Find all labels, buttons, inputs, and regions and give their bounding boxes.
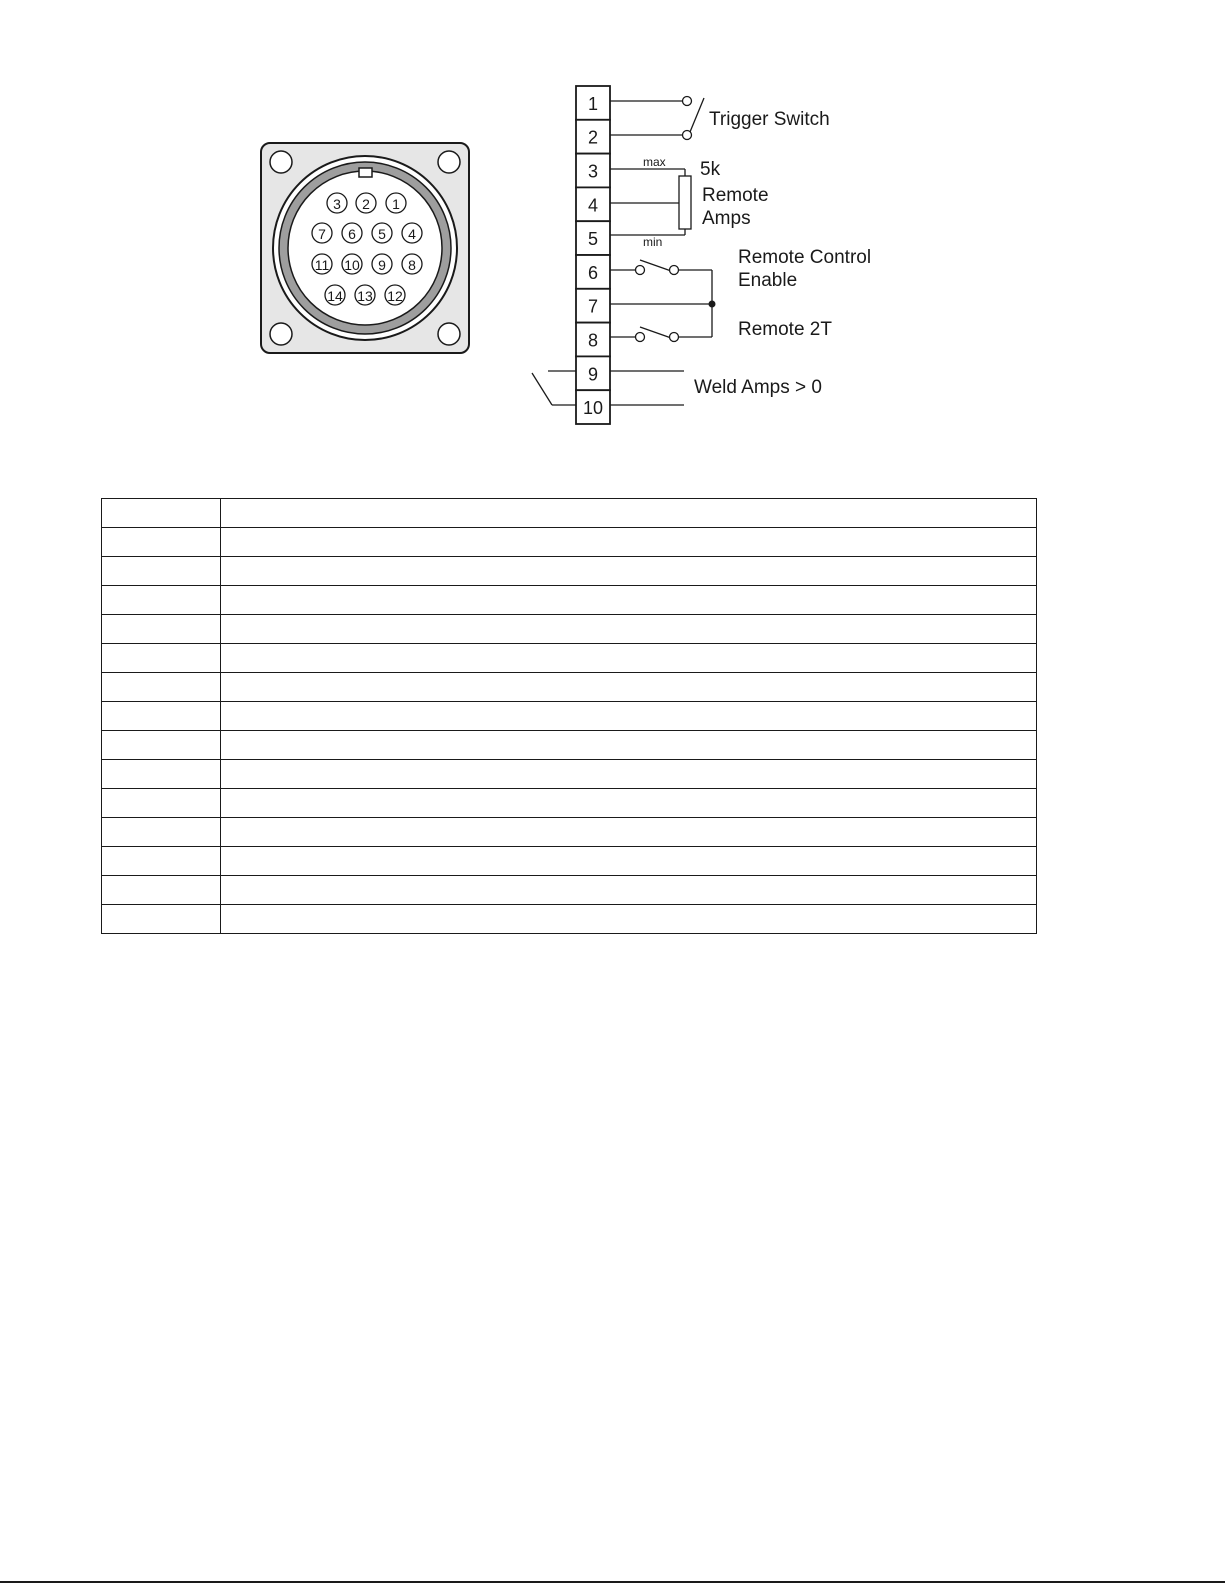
terminal-number: 8 xyxy=(587,330,599,351)
pin-number-cell xyxy=(102,731,221,760)
pin-function-cell xyxy=(221,499,1037,528)
switch-contact xyxy=(670,333,679,342)
pin-function-cell xyxy=(221,702,1037,731)
table-row xyxy=(102,586,1037,615)
connector-pin-label: 3 xyxy=(333,196,341,212)
remote-amps-label-line2: Amps xyxy=(702,208,751,229)
terminal-number: 7 xyxy=(587,296,599,317)
switch-contact xyxy=(670,266,679,275)
terminal-number: 4 xyxy=(587,195,599,216)
pin-function-cell xyxy=(221,818,1037,847)
table-row xyxy=(102,673,1037,702)
switch-contact xyxy=(683,97,692,106)
pin-function-cell xyxy=(221,876,1037,905)
pin-function-cell xyxy=(221,760,1037,789)
pin-number-cell xyxy=(102,760,221,789)
connector-pin-label: 1 xyxy=(392,196,400,212)
pin-number-cell xyxy=(102,528,221,557)
pin-number-cell xyxy=(102,905,221,934)
table-row xyxy=(102,789,1037,818)
pin-number-cell xyxy=(102,702,221,731)
remote-control-label-line2: Enable xyxy=(738,270,798,291)
trigger-switch-label: Trigger Switch xyxy=(709,109,830,130)
table-row xyxy=(102,557,1037,586)
terminal-number: 6 xyxy=(587,262,599,283)
table-row xyxy=(102,702,1037,731)
terminal-strip xyxy=(576,86,610,424)
switch-contact xyxy=(636,333,645,342)
connector-pin-label: 8 xyxy=(408,257,416,273)
terminal-number: 10 xyxy=(582,398,604,419)
pin-function-cell xyxy=(221,528,1037,557)
remote-amps-label-line1: Remote xyxy=(702,185,769,206)
pin-function-cell xyxy=(221,789,1037,818)
potentiometer xyxy=(679,176,691,229)
connector-pin-label: 4 xyxy=(408,226,416,242)
pin-number-cell xyxy=(102,789,221,818)
table-row xyxy=(102,905,1037,934)
table-row xyxy=(102,644,1037,673)
pin-number-cell xyxy=(102,557,221,586)
connector-pin-label: 2 xyxy=(362,196,370,212)
connector-pin-label: 10 xyxy=(344,257,360,273)
connector-pin-label: 7 xyxy=(318,226,326,242)
connector-pin-label: 5 xyxy=(378,226,386,242)
remote-2t-label: Remote 2T xyxy=(738,319,832,340)
table-row xyxy=(102,760,1037,789)
pin-function-cell xyxy=(221,644,1037,673)
pot-value-label: 5k xyxy=(700,159,721,180)
switch-contact xyxy=(636,266,645,275)
connector-pin-label: 14 xyxy=(327,288,343,304)
pin-number-cell xyxy=(102,586,221,615)
connector-pin-label: 13 xyxy=(357,288,373,304)
terminal-number: 3 xyxy=(587,161,599,182)
pin-assignment-table xyxy=(101,498,1037,934)
table-row xyxy=(102,528,1037,557)
pin-function-cell xyxy=(221,847,1037,876)
table-row xyxy=(102,615,1037,644)
wiring-diagram xyxy=(0,0,1225,470)
pin-function-cell xyxy=(221,615,1037,644)
pin-number-cell xyxy=(102,673,221,702)
table-row xyxy=(102,731,1037,760)
max-label: max xyxy=(643,155,666,169)
terminal-number: 1 xyxy=(587,93,599,114)
min-label: min xyxy=(643,235,663,249)
pin-number-cell xyxy=(102,847,221,876)
pin-number-cell xyxy=(102,499,221,528)
weld-amps-contact-lever xyxy=(532,373,552,405)
pin-function-cell xyxy=(221,673,1037,702)
remote-control-label-line1: Remote Control xyxy=(738,247,872,268)
table-row xyxy=(102,847,1037,876)
terminal-number: 5 xyxy=(587,229,599,250)
junction-dot xyxy=(709,301,716,308)
table-row xyxy=(102,499,1037,528)
pin-table-body xyxy=(102,499,1037,934)
weld-amps-label: Weld Amps > 0 xyxy=(694,377,822,398)
connector-pin-label: 12 xyxy=(387,288,403,304)
trigger-switch-lever xyxy=(690,98,704,132)
pin-number-cell xyxy=(102,644,221,673)
pin-function-cell xyxy=(221,557,1037,586)
bottom-rule xyxy=(0,1581,1225,1583)
pin-function-cell xyxy=(221,905,1037,934)
pin-number-cell xyxy=(102,615,221,644)
pin-number-cell xyxy=(102,876,221,905)
table-row xyxy=(102,818,1037,847)
connector-pin-label: 6 xyxy=(348,226,356,242)
table-row xyxy=(102,876,1037,905)
pin-function-cell xyxy=(221,731,1037,760)
pin-function-cell xyxy=(221,586,1037,615)
pin-number-cell xyxy=(102,818,221,847)
terminal-number: 2 xyxy=(587,127,599,148)
terminal-number: 9 xyxy=(587,364,599,385)
connector-pin-label: 11 xyxy=(314,257,330,273)
connector-pin-label: 9 xyxy=(378,257,386,273)
